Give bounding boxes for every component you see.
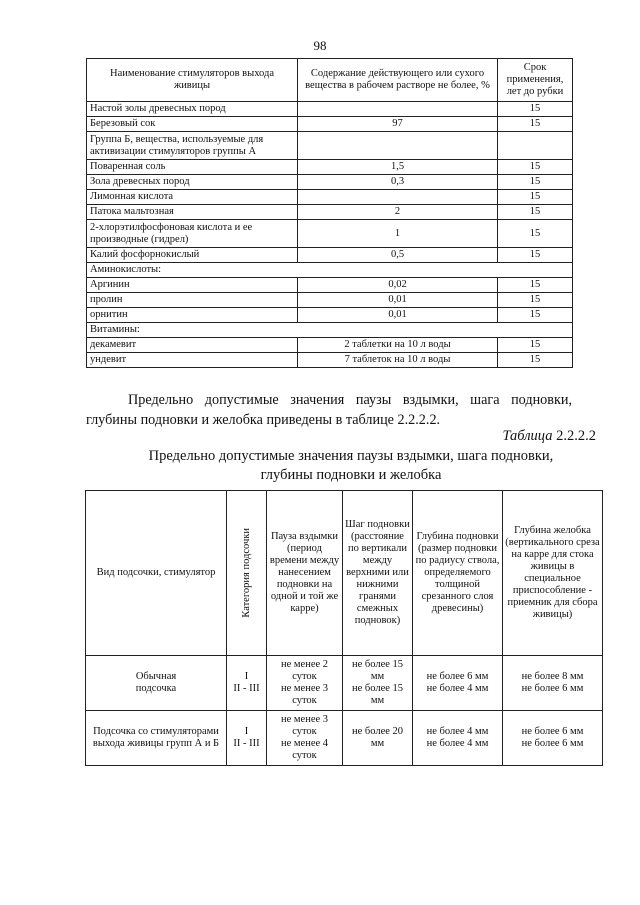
cell-name: Березовый сок [87,117,298,132]
table-row [87,175,573,190]
body-paragraph: Предельно допустимые значения паузы вздымки, шага подновки, глубины подновки и желобка приведены в таблице 2.2.2.2. [86,392,572,429]
table-row [87,205,573,220]
table2-title-line: Предельно допустимые значения паузы вздымки, шага подновки, [148,448,554,464]
cell-name: Аргинин [87,278,298,293]
table-header-row [86,491,603,656]
table-row [87,278,573,293]
table-row [87,338,573,353]
cell-content [298,190,498,205]
cell-content [298,132,498,160]
cell-step: не более 20 мм [343,711,413,766]
cell-term: 15 [498,338,573,353]
col-header-step: Шаг подновки (расстояние по вертикали между верхними или нижними гранями смежных подновок) [343,491,413,656]
col-header-depth: Глубина подновки (размер подновки по радиусу ствола, определяемого толщиной срезанного слоя древесины) [413,491,503,656]
cell-name: Калий фосфорнокислый [87,248,298,263]
cell-pause: не менее 2 суток не менее 3 суток [267,656,343,711]
table-caption [86,428,596,445]
cell-content: 0,02 [298,278,498,293]
stimulators-table [86,58,573,368]
cell-name: Настой золы древесных пород [87,102,298,117]
col-header-category [227,491,267,656]
cell-term: 15 [498,308,573,323]
cell-term: 15 [498,205,573,220]
col-header-type: Вид подсочки, стимулятор [86,491,227,656]
cell-term: 15 [498,117,573,132]
col-header-content: Содержание действующего или сухого вещества в рабочем растворе не более, % [298,59,498,102]
cell-step: не более 15 мм не более 15 мм [343,656,413,711]
caption-number: 2.2.2.2 [556,428,596,444]
cell-category: I II - III [227,656,267,711]
table-row [87,117,573,132]
cell-term: 15 [498,353,573,368]
cell-term: 15 [498,293,573,308]
cell-content: 0,01 [298,293,498,308]
cell-content: 0,5 [298,248,498,263]
cell-term: 15 [498,220,573,248]
cell-groove: не более 8 мм не более 6 мм [503,656,603,711]
cell-group-label: Аминокислоты: [87,263,573,278]
cell-content: 97 [298,117,498,132]
cell-content: 7 таблеток на 10 л воды [298,353,498,368]
table-row [87,263,573,278]
cell-type: Подсочка со стимуляторами выхода живицы групп А и Б [86,711,227,766]
limits-table [85,490,603,766]
table-row [87,132,573,160]
cell-content: 1,5 [298,160,498,175]
cell-content: 0,3 [298,175,498,190]
caption-word: Таблица [502,428,553,444]
cell-term: 15 [498,160,573,175]
cell-group-label: Витамины: [87,323,573,338]
table-row [86,711,603,766]
cell-term: 15 [498,278,573,293]
col-header-name: Наименование стимуляторов выхода живицы [87,59,298,102]
cell-name: Группа Б, вещества, используемые для активизации стимуляторов группы А [87,132,298,160]
table-row [87,220,573,248]
table-row [87,248,573,263]
cell-term: 15 [498,175,573,190]
col-header-term: Срок применения, лет до рубки [498,59,573,102]
table-row [87,190,573,205]
cell-name: 2-хлорэтилфосфоновая кислота и ее производные (гидрел) [87,220,298,248]
cell-term: 15 [498,190,573,205]
cell-groove: не более 6 мм не более 6 мм [503,711,603,766]
cell-term: 15 [498,248,573,263]
cell-name: Патока мальтозная [87,205,298,220]
table2-title-line: глубины подновки и желобка [260,467,442,483]
cell-name: пролин [87,293,298,308]
cell-name: Лимонная кислота [87,190,298,205]
cell-name: Зола древесных пород [87,175,298,190]
col-header-groove: Глубина желобка (вертикального среза на карре для стока живицы в специальное приспособление - приемник для сбора живицы) [503,491,603,656]
cell-content: 2 таблетки на 10 л воды [298,338,498,353]
cell-type: Обычная подсочка [86,656,227,711]
table-row [87,353,573,368]
cell-depth: не более 4 мм не более 4 мм [413,711,503,766]
table-row [87,323,573,338]
cell-content: 1 [298,220,498,248]
cell-name: орнитин [87,308,298,323]
table-header-row [87,59,573,102]
page-number: 98 [313,38,327,53]
cell-term [498,132,573,160]
cell-pause: не менее 3 суток не менее 4 суток [267,711,343,766]
table-row [86,656,603,711]
table-row [87,308,573,323]
table-row [87,293,573,308]
cell-name: декамевит [87,338,298,353]
col-header-category-label: Категория подсочки [240,528,252,618]
table2-title [86,447,616,485]
table-row [87,102,573,117]
col-header-pause: Пауза вздымки (период времени между нанесением подновки на одной и той же карре) [267,491,343,656]
cell-content: 0,01 [298,308,498,323]
table-row [87,160,573,175]
cell-depth: не более 6 мм не более 4 мм [413,656,503,711]
cell-category: I II - III [227,711,267,766]
cell-name: ундевит [87,353,298,368]
cell-name: Поваренная соль [87,160,298,175]
cell-content [298,102,498,117]
cell-term: 15 [498,102,573,117]
cell-content: 2 [298,205,498,220]
